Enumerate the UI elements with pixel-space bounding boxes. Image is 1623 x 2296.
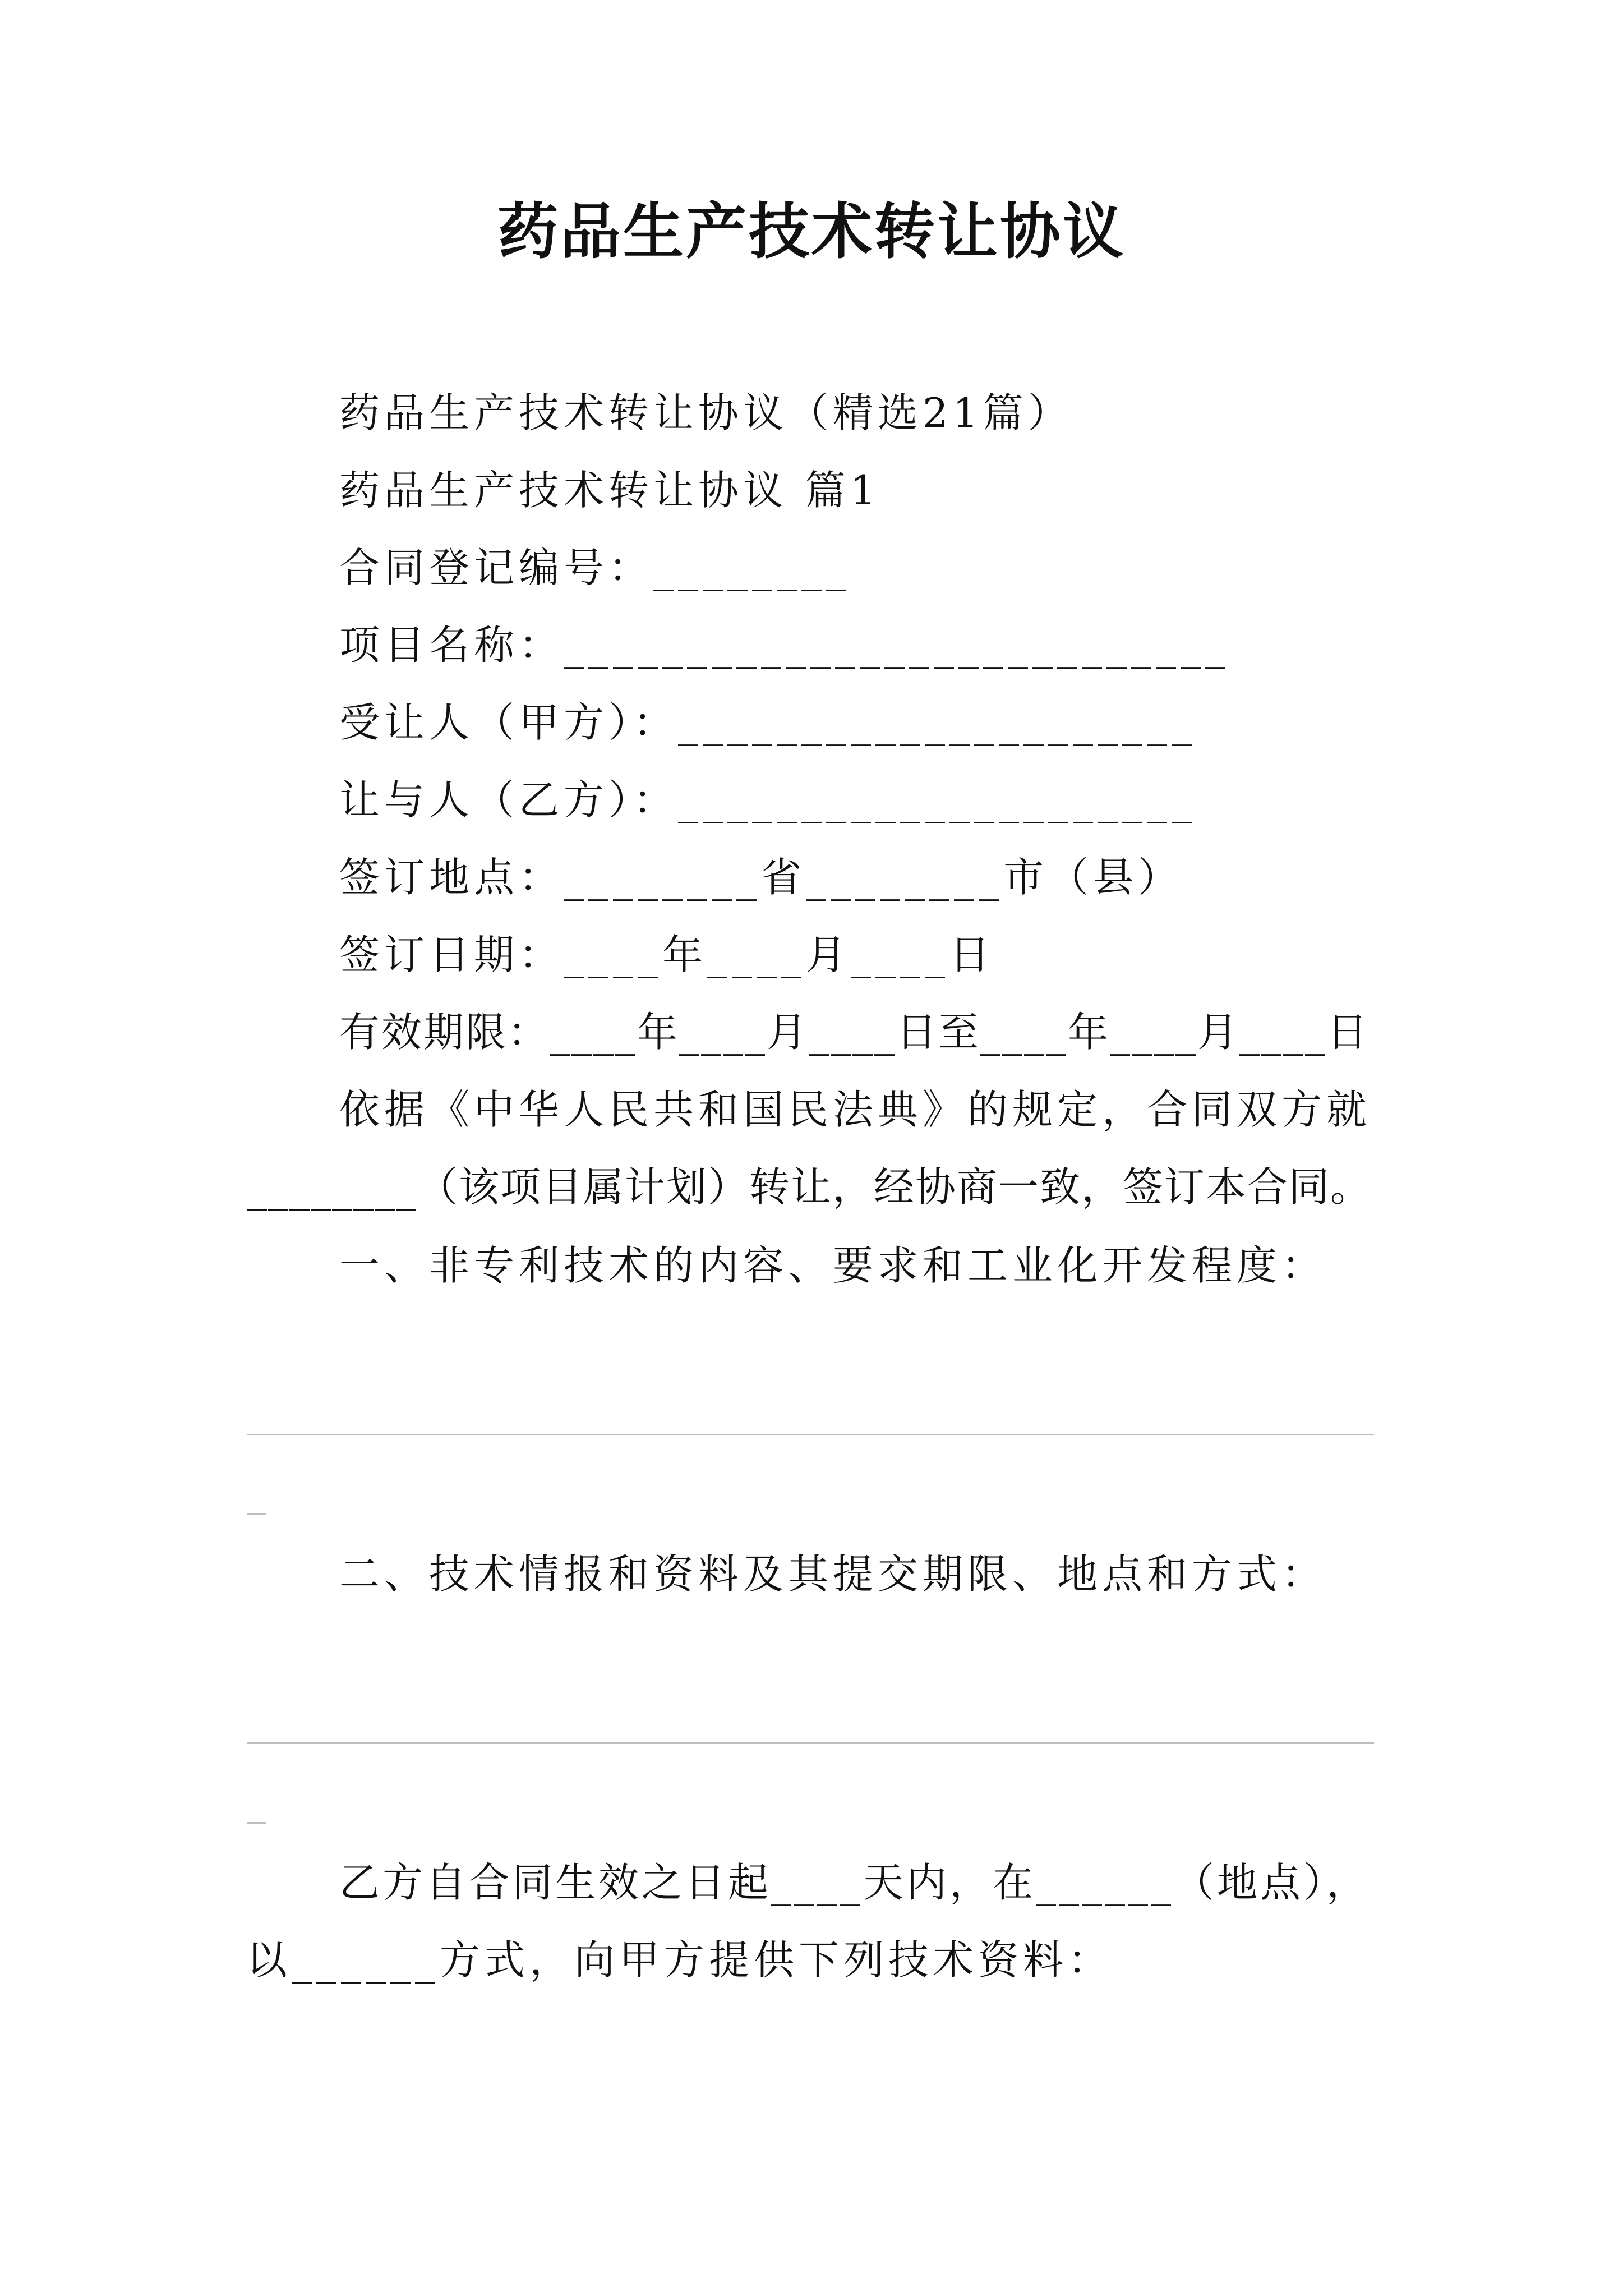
assignee-line: 受让人（甲方）：_____________________ [339, 699, 1197, 746]
subtitle-line: 药品生产技术转让协议（精选21篇） [339, 389, 1073, 436]
clause-one-heading: 一、非专利技术的内容、要求和工业化开发程度： [339, 1242, 1327, 1289]
blank-fill-rule [247, 1434, 1374, 1435]
assignor-line: 让与人（乙方）：_____________________ [339, 776, 1197, 823]
basis-paragraph-line-2: ________（该项目属计划）转让，经协商一致，签订本合同。 [247, 1163, 1372, 1211]
signing-date-line: 签订日期：____年____月____日 [339, 931, 995, 978]
document-title: 药品生产技术转让协议 [497, 197, 1126, 267]
contract-number-line: 合同登记编号：________ [339, 544, 851, 591]
delivery-paragraph-line-1: 乙方自合同生效之日起____天内，在______（地点）， [339, 1859, 1370, 1906]
section-heading: 药品生产技术转让协议 篇1 [339, 467, 880, 514]
basis-paragraph-line-1: 依据《中华人民共和国民法典》的规定，合同双方就 [339, 1086, 1372, 1133]
validity-period-line: 有效期限：____年____月____日至____年____月____日 [339, 1009, 1370, 1056]
clause-two-heading: 二、技术情报和资料及其提交期限、地点和方式： [339, 1550, 1327, 1598]
signing-place-line: 签订地点：________省________市（县） [339, 854, 1183, 901]
blank-fill-rule-end [247, 1513, 266, 1515]
project-name-line: 项目名称：___________________________ [339, 622, 1230, 669]
blank-fill-rule [247, 1742, 1374, 1744]
delivery-paragraph-line-2: 以______方式，向甲方提供下列技术资料： [247, 1936, 1113, 1984]
blank-fill-rule-end [247, 1822, 266, 1824]
